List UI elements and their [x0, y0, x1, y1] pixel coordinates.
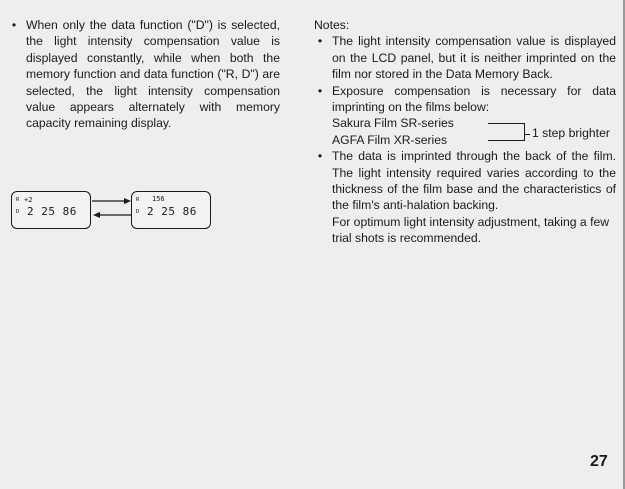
- note-item-exposure: [314, 83, 616, 149]
- left-column: [8, 17, 280, 132]
- film-bracket: [488, 123, 525, 141]
- lcd-date: 2 25 86: [27, 205, 77, 218]
- note-item-imprint: [314, 148, 616, 214]
- notes-heading: Notes:: [314, 18, 350, 32]
- notes-column: [314, 17, 616, 247]
- left-bullet-item: [8, 17, 280, 132]
- film-row-sakura: Sakura Film SR-series: [332, 116, 454, 131]
- film-row-agfa: AGFA Film XR-series: [332, 132, 448, 147]
- note-followup: For optimum light intensity adjustment, taking a few trial shots is recommended.: [332, 214, 610, 246]
- bullet-icon: •: [317, 149, 323, 164]
- note-item-text: The data is imprinted through the back of the film. The light intensity required varies according to the thickness of the film base and the characteristics of the film's anti-halation backing.: [332, 149, 616, 213]
- film-list: [332, 115, 616, 148]
- bracket-label: [524, 125, 610, 141]
- alternating-arrows: [90, 195, 134, 221]
- lcd-r-mark: R: [16, 197, 20, 203]
- lcd-r-mark: R: [136, 197, 140, 203]
- bullet-icon: •: [317, 34, 323, 49]
- lcd-memory-remaining-value: 156: [152, 195, 165, 203]
- note-item-text: The light intensity compensation value is displayed on the LCD panel, but it is neither imprinted on the film nor stored in the Data Memory Back.: [332, 34, 616, 82]
- arrow-right-icon: [124, 198, 131, 204]
- left-bullet-text: When only the data function ("D") is selected, the light intensity compensation value is displayed constantly, while when both the memory function and data function ("R, D") are selected, the light intensity compensation value appears alternately with memory capacity remaining display.: [26, 18, 280, 131]
- lcd-compensation-value: +2: [24, 196, 33, 204]
- lcd-display-memory-capacity: [131, 191, 211, 229]
- lcd-date: 2 25 86: [147, 205, 197, 218]
- note-item-lcd: [314, 33, 616, 82]
- step-brighter-text: 1 step brighter: [532, 126, 610, 141]
- arrow-left-icon: [93, 212, 100, 218]
- lcd-display-compensation: [11, 191, 91, 229]
- bullet-icon: •: [317, 83, 323, 98]
- lcd-d-mark: D: [136, 209, 140, 215]
- lcd-d-mark: D: [16, 209, 20, 215]
- bracket-dash: [524, 134, 530, 135]
- note-item-text: Exposure compensation is necessary for data imprinting on the films below:: [332, 83, 616, 115]
- bullet-icon: •: [11, 18, 17, 32]
- page-number: 27: [590, 453, 608, 470]
